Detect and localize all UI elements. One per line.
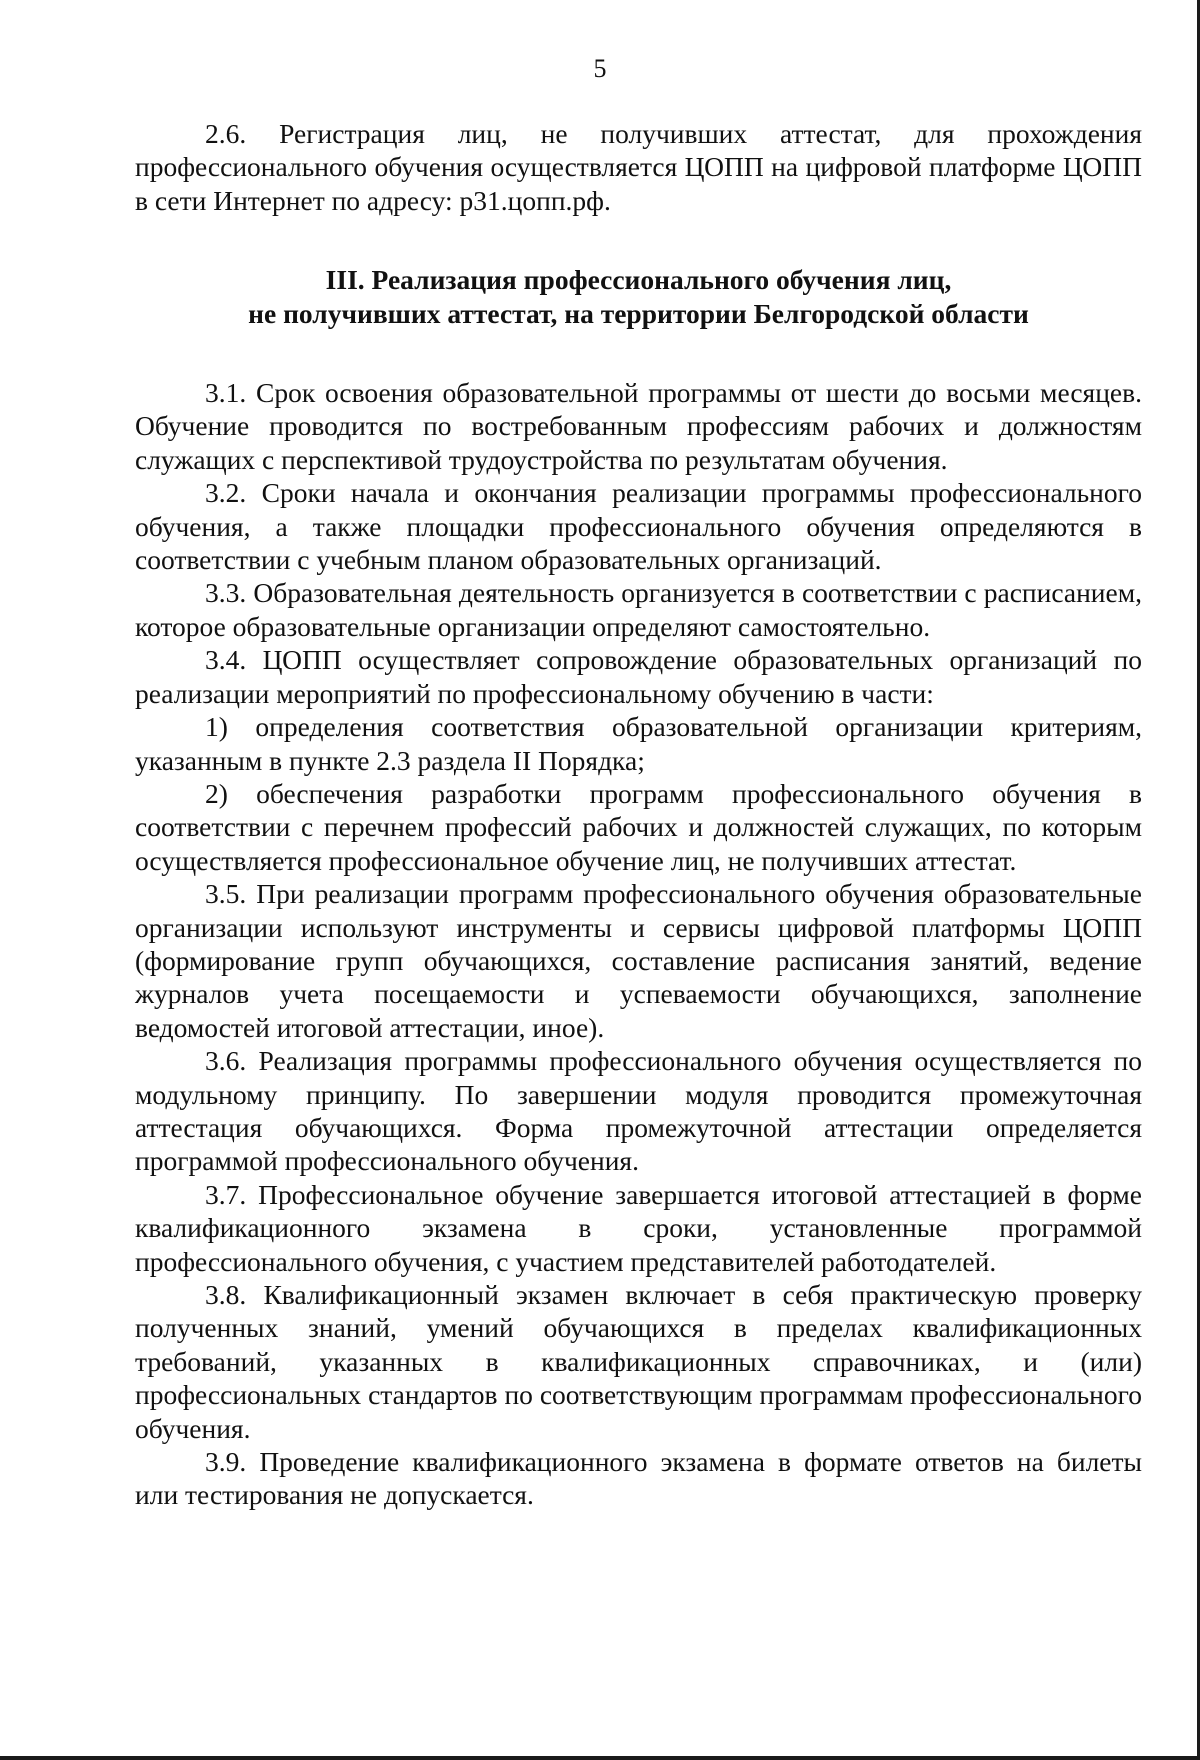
paragraph-3-7: 3.7. Профессиональное обучение завершается итоговой аттестацией в форме квалификационного экзамена в сроки, установленные программой профессионального обучения, с участием представителей работодателей. — [135, 1178, 1142, 1277]
section-heading-line-2: не получивших аттестат, на территории Белгородской области — [248, 297, 1029, 329]
paragraph-3-5: 3.5. При реализации программ профессионального обучения образовательные организации используют инструменты и сервисы цифровой платформы ЦОПП (формирование групп обучающихся, составление расписания занятий, ведение журналов учета посещаемости и успеваемости обучающихся, заполнение ведомостей итоговой аттестации, иное). — [135, 878, 1142, 1043]
scan-edge-bottom — [0, 1756, 1200, 1760]
paragraph-2-6: 2.6. Регистрация лиц, не получивших аттестат, для прохождения профессионального обучения осуществляется ЦОПП на цифровой платформе ЦОПП в сети Интернет по адресу: р31.цопп.рф. — [135, 118, 1142, 216]
document-body — [135, 117, 1142, 1512]
paragraph-3-9: 3.9. Проведение квалификационного экзамена в формате ответов на билеты или тестирования не допускается. — [135, 1446, 1142, 1511]
section-heading — [135, 263, 1142, 330]
page-number: 5 — [593, 54, 607, 83]
paragraph-3-8: 3.8. Квалификационный экзамен включает в себя практическую проверку полученных знаний, умений обучающихся в пределах квалификационных требований, указанных в квалификационных справочниках, и (или) профессиональных стандартов по соответствующим программам профессионального обучения. — [135, 1279, 1142, 1444]
paragraph-3-4-item-2: 2) обеспечения разработки программ профессионального обучения в соответствии с перечнем профессий рабочих и должностей служащих, по которым осуществляется профессиональное обучение лиц, не получивших аттестат. — [135, 777, 1142, 876]
paragraph-3-1: 3.1. Срок освоения образовательной программы от шести до восьми месяцев. Обучение проводится по востребованным профессиям рабочих и должностям служащих с перспективой трудоустройства по результатам обучения. — [135, 377, 1142, 475]
section-heading-line-1: III. Реализация профессионального обучения лиц, — [325, 264, 952, 296]
paragraph-3-2: 3.2. Сроки начала и окончания реализации программы профессионального обучения, а также площадки профессионального обучения определяются в соответствии с учебным планом образовательных организаций. — [135, 477, 1142, 576]
paragraph-3-4-item-1: 1) определения соответствия образовательной организации критериям, указанным в пункте 2.3 раздела II Порядка; — [135, 711, 1142, 776]
paragraph-3-6: 3.6. Реализация программы профессионального обучения осуществляется по модульному принципу. По завершении модуля проводится промежуточная аттестация обучающихся. Форма промежуточной аттестации определяется программой профессионального обучения. — [135, 1045, 1142, 1177]
paragraph-3-4: 3.4. ЦОПП осуществляет сопровождение образовательных организаций по реализации мероприятий по профессиональному обучению в части: — [135, 644, 1142, 709]
paragraph-3-3: 3.3. Образовательная деятельность организуется в соответствии с расписанием, которое образовательные организации определяют самостоятельно. — [135, 577, 1142, 642]
